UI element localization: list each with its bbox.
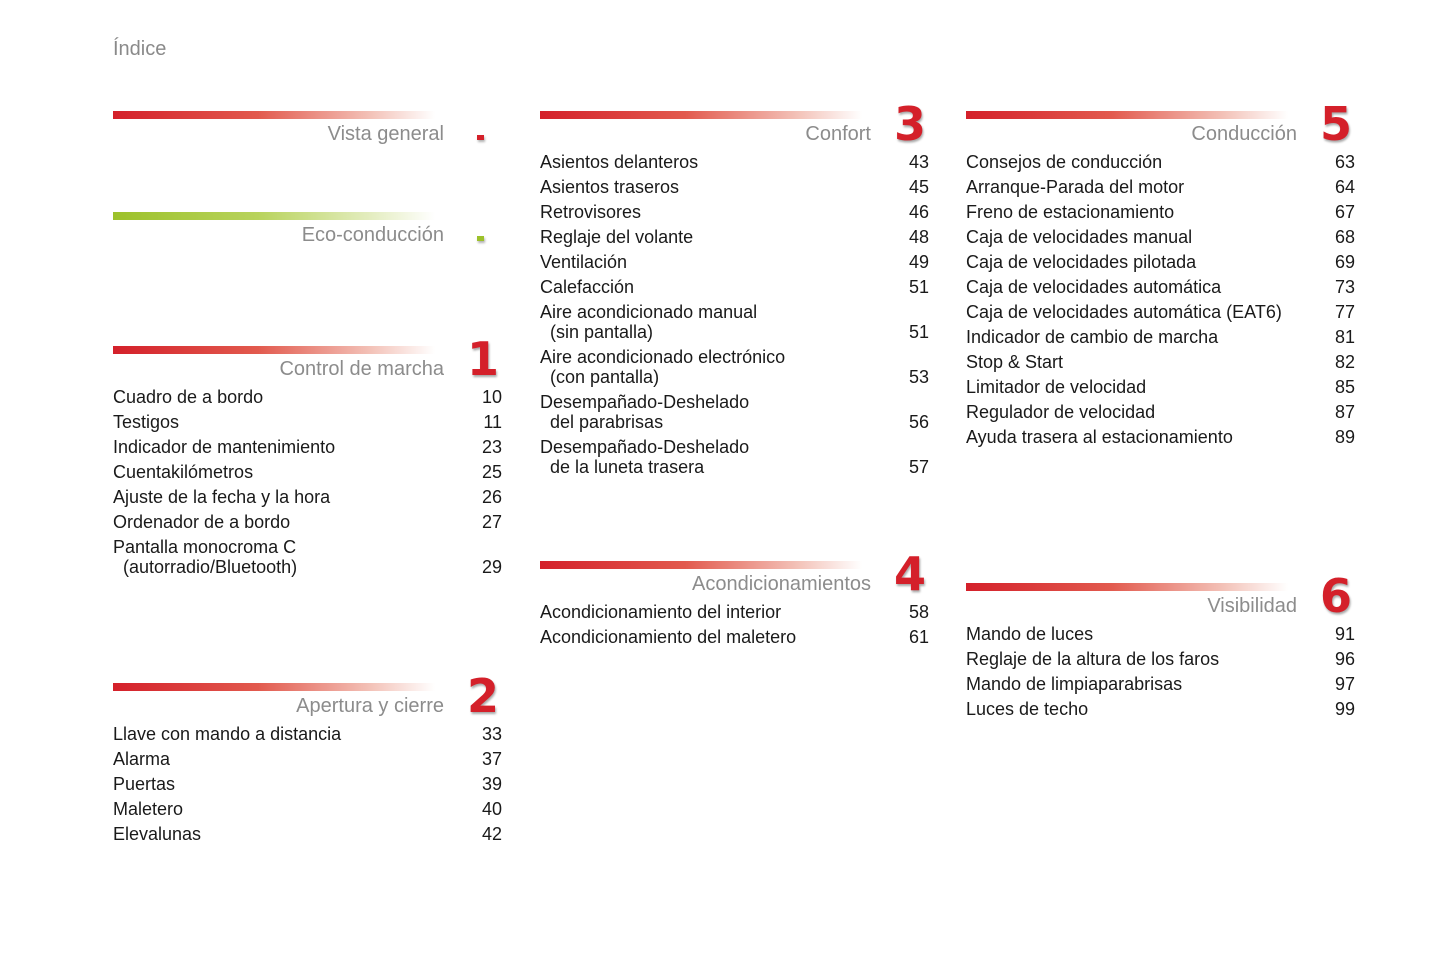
- toc-entry[interactable]: [113, 724, 502, 744]
- toc-entry[interactable]: [540, 347, 929, 387]
- toc-entry-label: Testigos: [113, 412, 180, 432]
- section-marker: [477, 135, 484, 140]
- toc-entry[interactable]: [540, 602, 929, 622]
- toc-list: [966, 152, 1355, 452]
- toc-entry-page: 82: [1334, 352, 1355, 372]
- toc-entry[interactable]: [966, 674, 1355, 694]
- toc-entry[interactable]: [113, 512, 502, 532]
- toc-entry-label: Aire acondicionado electrónico: [540, 347, 786, 367]
- toc-entry[interactable]: [113, 412, 502, 432]
- section-number: 3: [894, 97, 927, 151]
- toc-entry-label: Puertas: [113, 774, 176, 794]
- toc-entry[interactable]: [540, 392, 929, 432]
- section-marker: [477, 236, 484, 241]
- toc-entry[interactable]: [540, 302, 929, 342]
- toc-entry-label: Pantalla monocroma C: [113, 537, 297, 557]
- toc-entry-page: 26: [481, 487, 502, 507]
- toc-entry[interactable]: [540, 627, 929, 647]
- toc-entry[interactable]: [966, 649, 1355, 669]
- toc-entry-label: Caja de velocidades manual: [966, 227, 1193, 247]
- toc-entry[interactable]: [540, 152, 929, 172]
- toc-entry-page: 57: [908, 457, 929, 477]
- toc-entry-label: Caja de velocidades automática (EAT6): [966, 302, 1282, 322]
- section-title: Conducción: [1191, 123, 1297, 145]
- toc-entry-label-continued: (sin pantalla): [550, 322, 654, 342]
- toc-entry[interactable]: [966, 699, 1355, 719]
- toc-entry-page: 89: [1334, 427, 1355, 447]
- toc-entry-label: Limitador de velocidad: [966, 377, 1147, 397]
- toc-entry[interactable]: [113, 749, 502, 769]
- page-title: Índice: [113, 38, 167, 60]
- section-title: Eco-conducción: [301, 224, 444, 246]
- toc-entry-label: Freno de estacionamiento: [966, 202, 1175, 222]
- toc-entry-page: 63: [1334, 152, 1355, 172]
- toc-entry-page: 25: [481, 462, 502, 482]
- toc-entry-page: 87: [1334, 402, 1355, 422]
- toc-entry-page: 37: [481, 749, 502, 769]
- toc-entry-label: Desempañado-Deshelado: [540, 437, 750, 457]
- toc-entry-label: Ventilación: [540, 252, 628, 272]
- toc-list: [113, 387, 502, 582]
- toc-entry[interactable]: [966, 227, 1355, 247]
- toc-entry-page: 69: [1334, 252, 1355, 272]
- section-bar: [113, 683, 435, 691]
- toc-entry[interactable]: [966, 277, 1355, 297]
- section-title: Control de marcha: [279, 358, 444, 380]
- toc-entry[interactable]: [966, 377, 1355, 397]
- toc-entry[interactable]: [113, 824, 502, 844]
- toc-entry-label: Indicador de cambio de marcha: [966, 327, 1219, 347]
- toc-entry[interactable]: [966, 402, 1355, 422]
- section-title: Visibilidad: [1207, 595, 1297, 617]
- toc-entry-page: 64: [1334, 177, 1355, 197]
- toc-entry[interactable]: [966, 352, 1355, 372]
- section-bar: [113, 111, 435, 119]
- section-title: Confort: [805, 123, 871, 145]
- toc-entry-label: Luces de techo: [966, 699, 1089, 719]
- toc-entry[interactable]: [113, 387, 502, 407]
- toc-entry-label: Asientos traseros: [540, 177, 680, 197]
- toc-entry-page: 11: [483, 412, 502, 432]
- toc-entry[interactable]: [113, 462, 502, 482]
- toc-entry[interactable]: [113, 774, 502, 794]
- toc-entry-label: Calefacción: [540, 277, 635, 297]
- section-bar: [113, 212, 435, 220]
- toc-entry-page: 46: [908, 202, 929, 222]
- toc-entry-label: Caja de velocidades pilotada: [966, 252, 1197, 272]
- toc-entry-page: 97: [1334, 674, 1355, 694]
- toc-entry-page: 51: [908, 277, 929, 297]
- toc-entry-label: Consejos de conducción: [966, 152, 1163, 172]
- toc-entry-label: Alarma: [113, 749, 171, 769]
- toc-entry[interactable]: [966, 252, 1355, 272]
- toc-entry[interactable]: [540, 227, 929, 247]
- section-bar: [966, 111, 1288, 119]
- toc-entry-label: Reglaje del volante: [540, 227, 694, 247]
- toc-entry-label: Desempañado-Deshelado: [540, 392, 750, 412]
- toc-list: [540, 152, 929, 482]
- toc-entry-page: 81: [1334, 327, 1355, 347]
- toc-entry-label: Llave con mando a distancia: [113, 724, 342, 744]
- toc-entry[interactable]: [966, 624, 1355, 644]
- section-bar: [966, 583, 1288, 591]
- toc-entry[interactable]: [540, 202, 929, 222]
- toc-entry-page: 39: [481, 774, 502, 794]
- toc-entry[interactable]: [113, 487, 502, 507]
- toc-entry-page: 27: [481, 512, 502, 532]
- toc-entry[interactable]: [966, 327, 1355, 347]
- toc-entry[interactable]: [966, 427, 1355, 447]
- toc-entry-label: Aire acondicionado manual: [540, 302, 758, 322]
- toc-entry[interactable]: [966, 177, 1355, 197]
- toc-entry-label: Asientos delanteros: [540, 152, 699, 172]
- toc-entry-page: 40: [481, 799, 502, 819]
- toc-entry-page: 10: [481, 387, 502, 407]
- toc-entry[interactable]: [113, 799, 502, 819]
- toc-entry-label: Arranque-Parada del motor: [966, 177, 1185, 197]
- toc-entry-label: Cuadro de a bordo: [113, 387, 264, 407]
- toc-entry-label: Acondicionamiento del maletero: [540, 627, 797, 647]
- toc-entry-label: Ordenador de a bordo: [113, 512, 291, 532]
- toc-entry-label: Caja de velocidades automática: [966, 277, 1222, 297]
- toc-entry[interactable]: [966, 202, 1355, 222]
- toc-entry-label-continued: (autorradio/Bluetooth): [123, 557, 298, 577]
- toc-entry[interactable]: [966, 152, 1355, 172]
- section-bar: [113, 346, 435, 354]
- toc-entry-label: Indicador de mantenimiento: [113, 437, 336, 457]
- toc-entry[interactable]: [540, 437, 929, 477]
- toc-entry-page: 99: [1334, 699, 1355, 719]
- toc-entry-page: 51: [908, 322, 929, 342]
- toc-entry-page: 29: [481, 557, 502, 577]
- toc-entry-page: 77: [1334, 302, 1355, 322]
- toc-entry[interactable]: [966, 302, 1355, 322]
- toc-entry-label-continued: (con pantalla): [550, 367, 660, 387]
- toc-entry-label: Elevalunas: [113, 824, 202, 844]
- section-number: 4: [894, 547, 927, 601]
- toc-entry-label: Cuentakilómetros: [113, 462, 254, 482]
- toc-entry-page: 61: [908, 627, 929, 647]
- toc-entry-label-continued: del parabrisas: [550, 412, 664, 432]
- toc-entry-label: Acondicionamiento del interior: [540, 602, 782, 622]
- toc-list: [113, 724, 502, 849]
- toc-entry-label-continued: de la luneta trasera: [550, 457, 705, 477]
- toc-entry-label: Mando de limpiaparabrisas: [966, 674, 1183, 694]
- toc-entry-page: 53: [908, 367, 929, 387]
- section-number: 6: [1320, 569, 1353, 623]
- toc-entry-page: 33: [481, 724, 502, 744]
- toc-entry-page: 58: [908, 602, 929, 622]
- toc-entry-label: Reglaje de la altura de los faros: [966, 649, 1220, 669]
- section-bar: [540, 111, 862, 119]
- toc-entry[interactable]: [540, 177, 929, 197]
- toc-entry-page: 68: [1334, 227, 1355, 247]
- toc-entry[interactable]: [540, 252, 929, 272]
- section-title: Apertura y cierre: [296, 695, 444, 717]
- toc-entry-page: 96: [1334, 649, 1355, 669]
- toc-entry-label: Maletero: [113, 799, 184, 819]
- toc-entry[interactable]: [113, 437, 502, 457]
- toc-entry-page: 85: [1334, 377, 1355, 397]
- toc-entry[interactable]: [540, 277, 929, 297]
- toc-entry-page: 48: [908, 227, 929, 247]
- toc-entry-page: 67: [1334, 202, 1355, 222]
- section-number: 1: [467, 332, 500, 386]
- section-title: Vista general: [327, 123, 444, 145]
- toc-entry-page: 56: [908, 412, 929, 432]
- toc-entry[interactable]: [113, 537, 502, 577]
- toc-entry-page: 73: [1334, 277, 1355, 297]
- toc-entry-page: 42: [481, 824, 502, 844]
- toc-entry-label: Stop & Start: [966, 352, 1064, 372]
- toc-entry-page: 43: [908, 152, 929, 172]
- toc-entry-label: Ajuste de la fecha y la hora: [113, 487, 331, 507]
- toc-entry-page: 49: [908, 252, 929, 272]
- section-bar: [540, 561, 862, 569]
- toc-list: [540, 602, 929, 652]
- toc-entry-page: 91: [1334, 624, 1355, 644]
- toc-entry-label: Regulador de velocidad: [966, 402, 1156, 422]
- toc-entry-label: Mando de luces: [966, 624, 1094, 644]
- toc-entry-page: 23: [481, 437, 502, 457]
- section-title: Acondicionamientos: [692, 573, 871, 595]
- section-number: 5: [1320, 97, 1353, 151]
- toc-entry-label: Retrovisores: [540, 202, 642, 222]
- toc-list: [966, 624, 1355, 724]
- section-number: 2: [467, 669, 500, 723]
- toc-entry-label: Ayuda trasera al estacionamiento: [966, 427, 1233, 447]
- toc-entry-page: 45: [908, 177, 929, 197]
